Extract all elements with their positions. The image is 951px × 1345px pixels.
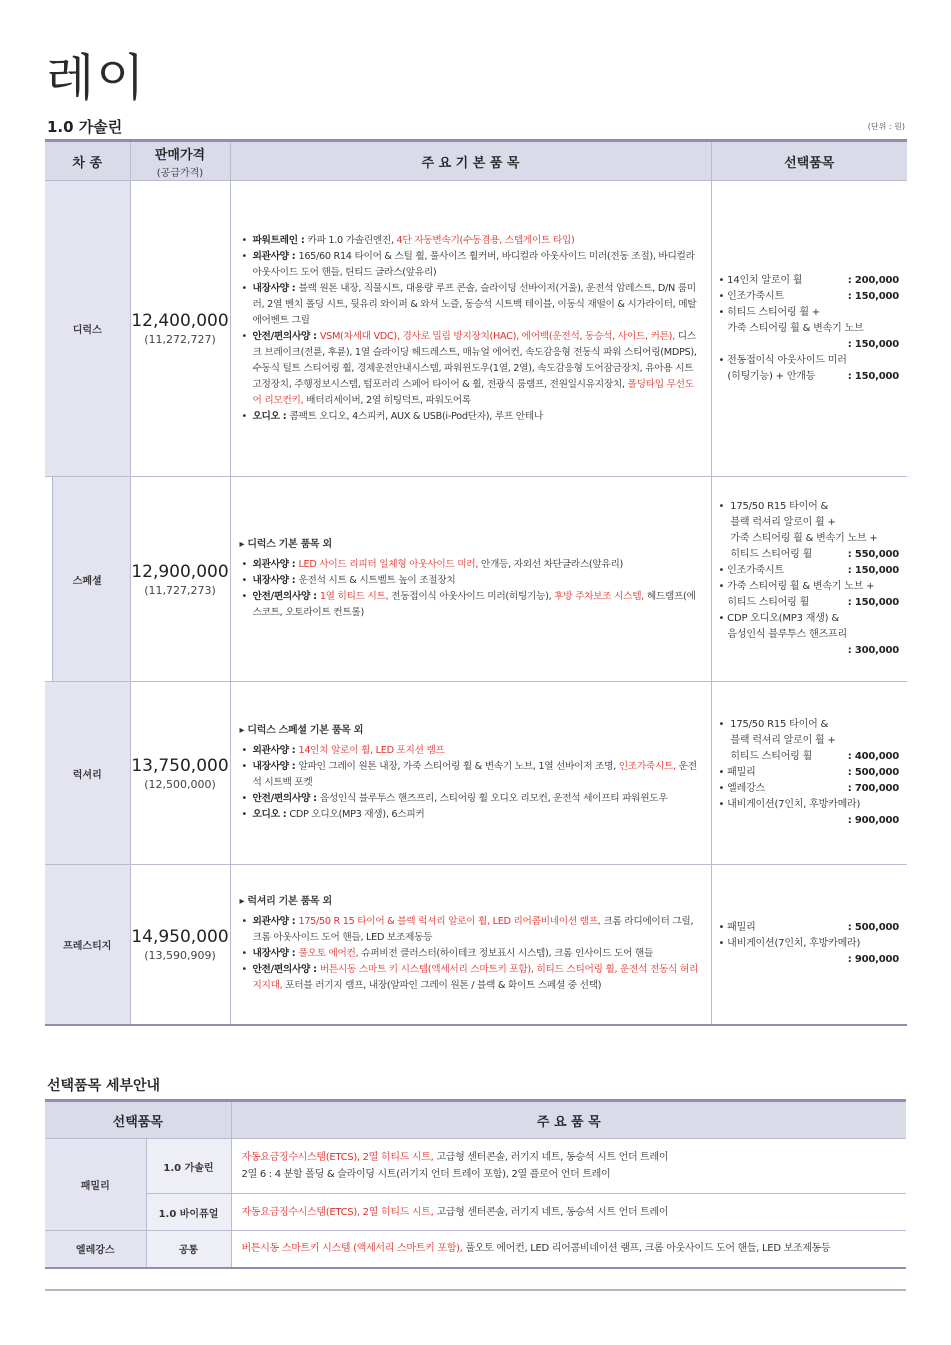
header-options: 선택품목 bbox=[711, 141, 907, 181]
trim-price-cell bbox=[130, 865, 230, 1025]
option-price: : 150,000 bbox=[847, 338, 899, 350]
option-line bbox=[719, 936, 900, 952]
elegance-line1 bbox=[242, 1240, 897, 1257]
feature-item bbox=[240, 743, 703, 759]
option-line bbox=[719, 749, 900, 765]
option-label: • 내비게이션(7인치, 후방카메라) bbox=[718, 799, 861, 810]
feature-item bbox=[240, 962, 703, 994]
highlighted-text: 인조가죽시트, bbox=[618, 761, 679, 772]
feature-category-label: 내장사양 : bbox=[252, 575, 299, 586]
highlighted-text: 자동요금징수시스템(ETCS), 2열 히티드 시트, bbox=[241, 1152, 437, 1163]
option-line bbox=[719, 717, 900, 733]
feature-list bbox=[240, 914, 703, 994]
feature-text: 전동접이식 아웃사이드 미러(히팅기능), bbox=[391, 591, 555, 602]
option-label: • 175/50 R15 타이어 & bbox=[718, 501, 829, 512]
option-label: 블랙 럭셔리 알로이 휠 + bbox=[718, 735, 836, 746]
feature-text: CDP 오디오(MP3 재생), 6스피커 bbox=[289, 809, 425, 820]
family-bifuel-items bbox=[231, 1194, 906, 1231]
base-trim-note: ▸ 디럭스 기본 품목 외 bbox=[239, 539, 332, 550]
option-label: • 엘레강스 bbox=[718, 783, 766, 794]
trim-price-cell bbox=[130, 682, 230, 865]
highlighted-text: 풀오토 에어컨, bbox=[298, 948, 362, 960]
supply-price: (11,727,273) bbox=[144, 583, 216, 597]
option-line bbox=[719, 273, 900, 289]
options-section-title: 선택품목 세부안내 bbox=[47, 1078, 161, 1094]
options-row-family-bifuel bbox=[45, 1194, 906, 1231]
optional-items bbox=[711, 181, 907, 477]
trim-row bbox=[45, 181, 907, 477]
feature-item bbox=[240, 249, 703, 281]
option-line bbox=[719, 305, 900, 321]
feature-list bbox=[240, 557, 703, 621]
optional-items bbox=[711, 865, 907, 1025]
option-price: : 150,000 bbox=[847, 597, 899, 608]
feature-item bbox=[240, 557, 703, 573]
feature-text: 크롬 라디에이터 그릴, 크롬 아웃사이드 도어 핸들, LED 보조제동등 bbox=[252, 916, 694, 944]
family-gasoline-items bbox=[231, 1139, 906, 1194]
options-table-header bbox=[45, 1101, 906, 1139]
option-label: • 패밀리 bbox=[718, 767, 756, 778]
highlighted-text: 버튼시동 스마트 키 시스템(액세서리 스마트키 포함), 히티드 스티어링 휠, 운전석 전동식 허리지지대, bbox=[252, 964, 699, 992]
feature-text: 고급형 센터콘솔, 러기지 네트, 동승석 시트 언더 트레이 bbox=[436, 1152, 669, 1163]
family-gasoline-line2 bbox=[242, 1166, 897, 1183]
option-price: : 300,000 bbox=[847, 645, 899, 656]
supply-price: (13,590,909) bbox=[144, 948, 216, 962]
trim-row bbox=[45, 865, 907, 1025]
engine-gasoline: 1.0 가솔린 bbox=[146, 1139, 231, 1194]
option-line bbox=[719, 781, 900, 797]
option-line bbox=[719, 563, 900, 579]
option-price: : 900,000 bbox=[847, 954, 899, 966]
option-line bbox=[719, 797, 900, 813]
option-label: 블랙 럭셔리 알로이 휠 + bbox=[718, 517, 836, 528]
elegance-items bbox=[231, 1231, 906, 1268]
feature-text: 165/60 R14 타이어 & 스틸 휠, 풀사이즈 휠커버, 바디컬라 아웃사이드 미러(전동 조절), 바디컬라 아웃사이드 도어 핸들, 틴티드 글라스(앞유리) bbox=[252, 250, 695, 278]
feature-list bbox=[240, 743, 703, 823]
option-line bbox=[719, 547, 900, 563]
option-label: • 인조가죽시트 bbox=[718, 565, 784, 576]
option-price: : 150,000 bbox=[847, 370, 899, 382]
option-label: • 내비게이션(7인치, 후방카메라) bbox=[718, 938, 861, 950]
option-line bbox=[719, 952, 900, 968]
feature-text: 운전석 시트백 포켓 bbox=[252, 761, 697, 788]
option-label: (히팅기능) + 안개등 bbox=[718, 370, 816, 382]
trim-name: 프레스티지 bbox=[45, 865, 130, 1025]
option-line bbox=[719, 579, 900, 595]
feature-category-label: 외관사양 : bbox=[252, 250, 299, 262]
standard-features bbox=[230, 682, 711, 865]
feature-item bbox=[240, 791, 703, 807]
feature-text: 포터블 러기지 램프, 내장(알파인 그레이 원톤 / 블랙 & 화이트 스페셜 중 선택) bbox=[285, 980, 602, 992]
feature-category-label: 외관사양 : bbox=[252, 745, 299, 756]
option-line bbox=[719, 627, 900, 643]
feature-item bbox=[240, 807, 703, 823]
highlighted-text: 14인치 알로이 휠, LED 포지션 램프 bbox=[298, 745, 445, 756]
price-table-header bbox=[45, 141, 907, 181]
highlighted-text: 4단 자동변속기(수동겸용, 스텝게이트 타입) bbox=[396, 234, 575, 246]
options-detail-table bbox=[45, 1099, 906, 1269]
engine-subtitle: 1.0 가솔린 bbox=[47, 118, 123, 136]
family-bifuel-line1 bbox=[242, 1204, 897, 1221]
feature-text: 콤팩트 오디오, 4스피커, AUX & USB(i-Pod단자), 루프 안테나 bbox=[289, 410, 543, 422]
option-line bbox=[719, 643, 900, 659]
sale-price: 12,400,000 bbox=[131, 311, 229, 331]
option-label: 가죽 스티어링 휠 & 변속기 노브 + bbox=[718, 533, 878, 544]
base-trim-note: ▸ 럭셔리 기본 품목 외 bbox=[239, 896, 332, 908]
option-label: 히티드 스티어링 휠 bbox=[718, 597, 810, 608]
feature-item bbox=[240, 759, 703, 791]
bottom-rule bbox=[45, 1289, 906, 1291]
highlighted-text: 자동요금징수시스템(ETCS), 2열 히티드 시트, bbox=[241, 1206, 437, 1218]
option-price: : 500,000 bbox=[847, 767, 899, 778]
option-line bbox=[719, 337, 900, 353]
option-price: : 550,000 bbox=[847, 549, 899, 560]
feature-text: 배터리세이버, 2열 히팅덕트, 파워도어록 bbox=[306, 394, 471, 406]
option-label: 히티드 스티어링 휠 bbox=[718, 751, 813, 762]
option-label: • 패밀리 bbox=[718, 922, 756, 934]
standard-features bbox=[230, 865, 711, 1025]
option-label: 음성인식 블루투스 핸즈프리 bbox=[718, 629, 847, 640]
feature-item bbox=[240, 946, 703, 962]
standard-features bbox=[230, 477, 711, 682]
highlighted-text: 후방 주차보조 시스템, bbox=[554, 591, 647, 602]
option-label: 가죽 스티어링 휠 & 변속기 노브 bbox=[718, 322, 864, 334]
family-gasoline-line1 bbox=[242, 1149, 897, 1166]
feature-category-label: 오디오 : bbox=[252, 809, 290, 820]
feature-category-label: 외관사양 : bbox=[252, 916, 299, 928]
engine-common: 공통 bbox=[146, 1231, 231, 1268]
feature-category-label: 안전/편의사양 : bbox=[252, 964, 320, 976]
supply-price: (12,500,000) bbox=[144, 777, 216, 791]
option-price: : 150,000 bbox=[847, 565, 899, 576]
option-line bbox=[719, 321, 900, 337]
feature-text: 음성인식 블루투스 핸즈프리, 스티어링 휠 오디오 리모컨, 운전석 세이프티 파워윈도우 bbox=[319, 793, 668, 804]
highlighted-text: VSM(차세대 VDC), 경사로 밀림 방지장치(HAC), 에어백(운전석, 동승석, 사이드, 커튼), bbox=[319, 330, 678, 342]
option-label: • 14인치 알로이 휠 bbox=[718, 274, 803, 286]
price-table bbox=[45, 139, 907, 1026]
feature-list bbox=[240, 233, 703, 425]
trim-row bbox=[45, 682, 907, 865]
feature-category-label: 내장사양 : bbox=[252, 282, 299, 294]
header-price bbox=[130, 141, 230, 181]
feature-category-label: 파워트레인 : bbox=[252, 234, 308, 246]
header-items: 주 요 품 목 bbox=[231, 1101, 906, 1139]
feature-item bbox=[240, 329, 703, 409]
feature-category-label: 오디오 : bbox=[252, 410, 290, 422]
feature-text: 운전석 시트 & 시트벨트 높이 조절장치 bbox=[298, 575, 456, 586]
option-price: : 150,000 bbox=[847, 290, 899, 302]
option-line bbox=[719, 595, 900, 611]
option-line bbox=[719, 353, 900, 369]
feature-text: 슈퍼비전 클러스터(하이테크 정보표시 시스템), 크롬 인사이드 도어 핸들 bbox=[361, 948, 654, 960]
trim-name: 럭셔리 bbox=[45, 682, 130, 865]
base-trim-note: ▸ 디럭스 스페셜 기본 품목 외 bbox=[239, 725, 364, 736]
option-label: • CDP 오디오(MP3 재생) & bbox=[718, 613, 839, 624]
feature-category-label: 내장사양 : bbox=[252, 761, 299, 772]
options-row-elegance bbox=[45, 1231, 906, 1268]
feature-text: 풀오토 에어컨, LED 리어콤비네이션 램프, 크롬 아웃사이드 도어 핸들, LED 보조제동등 bbox=[465, 1243, 831, 1255]
feature-category-label: 안전/편의사양 : bbox=[252, 793, 320, 804]
option-line bbox=[719, 515, 900, 531]
feature-category-label: 안전/편의사양 : bbox=[252, 591, 320, 602]
option-price: : 400,000 bbox=[847, 751, 899, 762]
feature-text: 디스크 브레이크(전륜, 후륜), 1열 슬라이딩 헤드레스트, 매뉴얼 에어컨, 속도감응형 전동식 파워 스티어링(MDPS), 수동식 틸트 스티어링 휠, 경제운전안내시스템, 파워윈도우(1열, 2열), 속도감응형 도어잠금장치, 유아용 시트 고정장치, 주행정보시스템, 텀포러리 스페어 타이어 & 휠, 전광식 룸램프, 전원일시유지장치, bbox=[252, 330, 697, 390]
option-label: • 인조가죽시트 bbox=[718, 290, 784, 302]
option-price: : 900,000 bbox=[847, 815, 899, 826]
feature-text: 2열 6 : 4 분할 폴딩 & 슬라이딩 시트(러기지 언더 트레이 포함), 2열 플로어 언더 트레이 bbox=[241, 1169, 611, 1180]
engine-bifuel: 1.0 바이퓨얼 bbox=[146, 1194, 231, 1231]
option-line bbox=[719, 733, 900, 749]
feature-item bbox=[240, 281, 703, 329]
feature-category-label: 외관사양 : bbox=[252, 559, 299, 570]
standard-features bbox=[230, 181, 711, 477]
header-features: 주 요 기 본 품 목 bbox=[230, 141, 711, 181]
package-elegance: 엘레강스 bbox=[45, 1231, 146, 1268]
feature-text: 카파 1.0 가솔린엔진, bbox=[307, 234, 397, 246]
option-label: • 가죽 스티어링 휠 & 변속기 노브 + bbox=[718, 581, 875, 592]
sale-price: 13,750,000 bbox=[131, 755, 229, 776]
page-title: 레이 bbox=[46, 49, 147, 107]
option-line bbox=[719, 611, 900, 627]
option-label: • 175/50 R15 타이어 & bbox=[718, 719, 829, 730]
trim-name: 디럭스 bbox=[45, 181, 130, 477]
header-option: 선택품목 bbox=[45, 1101, 231, 1139]
optional-items bbox=[711, 477, 907, 682]
unit-label: (단위 : 원) bbox=[867, 122, 905, 131]
feature-item bbox=[240, 589, 703, 621]
trim-price-cell bbox=[130, 477, 230, 682]
trim-row bbox=[45, 477, 907, 682]
highlighted-text: 폴딩타입 무선도어 리모컨키, bbox=[252, 378, 694, 406]
header-model: 차 종 bbox=[45, 141, 130, 181]
feature-item bbox=[240, 233, 703, 249]
option-label: • 히티드 스티어링 휠 + bbox=[718, 306, 820, 318]
option-price: : 500,000 bbox=[847, 922, 899, 934]
option-line bbox=[719, 289, 900, 305]
highlighted-text: LED 사이드 리피터 일체형 아웃사이드 미러, bbox=[298, 559, 481, 570]
optional-items bbox=[711, 682, 907, 865]
option-label: • 전동접이식 아웃사이드 미러 bbox=[718, 354, 847, 366]
package-family: 패밀리 bbox=[45, 1139, 146, 1231]
feature-item bbox=[240, 914, 703, 946]
feature-text: 알파인 그레이 원톤 내장, 가죽 스티어링 휠 & 변속기 노브, 1열 선바이저 조명, bbox=[298, 761, 619, 772]
supply-price: (11,272,727) bbox=[144, 333, 216, 346]
feature-item bbox=[240, 409, 703, 425]
option-line bbox=[719, 920, 900, 936]
feature-text: 헤드램프(에스코트, 오토라이트 컨트롤) bbox=[252, 591, 696, 618]
option-line bbox=[719, 813, 900, 829]
option-label: 히티드 스티어링 휠 bbox=[718, 549, 813, 560]
feature-item bbox=[240, 573, 703, 589]
feature-text: 블랙 원톤 내장, 직물시트, 대용량 루프 콘솔, 슬라이딩 선바이저(거울), 운전석 암레스트, D/N 룸미러, 2열 벤치 폴딩 시트, 뒷유리 와이퍼 & 와셔 노즐, 동승석 시트백 테이블, 이동식 재떨이 & 시가라이터, 메탈 에어벤트 그릴 bbox=[252, 282, 697, 326]
trim-name: 스페셜 bbox=[45, 477, 130, 682]
header-price-label: 판매가격 bbox=[154, 147, 206, 163]
option-line bbox=[719, 499, 900, 515]
sale-price: 14,950,000 bbox=[131, 926, 229, 947]
header-price-sub: (공급가격) bbox=[156, 167, 204, 179]
feature-category-label: 안전/편의사양 : bbox=[252, 330, 320, 342]
option-price: : 700,000 bbox=[847, 783, 899, 794]
highlighted-text: 버튼시동 스마트키 시스템 (액세서리 스마트키 포함), bbox=[241, 1243, 466, 1255]
highlighted-text: 175/50 R 15 타이어 & 블랙 럭셔리 알로이 휠, LED 리어콤비네이션 램프, bbox=[298, 916, 604, 928]
option-line bbox=[719, 531, 900, 547]
option-line bbox=[719, 369, 900, 385]
feature-text: 안개등, 자외선 차단글라스(앞유리) bbox=[480, 559, 624, 570]
option-price: : 200,000 bbox=[847, 274, 899, 286]
feature-category-label: 내장사양 : bbox=[252, 948, 299, 960]
highlighted-text: 1열 히티드 시트, bbox=[319, 591, 392, 602]
trim-price-cell bbox=[130, 181, 230, 477]
feature-text: 고급형 센터콘솔, 러기지 네트, 동승석 시트 언더 트레이 bbox=[436, 1206, 669, 1218]
sale-price: 12,900,000 bbox=[131, 561, 229, 582]
option-line bbox=[719, 765, 900, 781]
options-row-family-gasoline bbox=[45, 1139, 906, 1194]
